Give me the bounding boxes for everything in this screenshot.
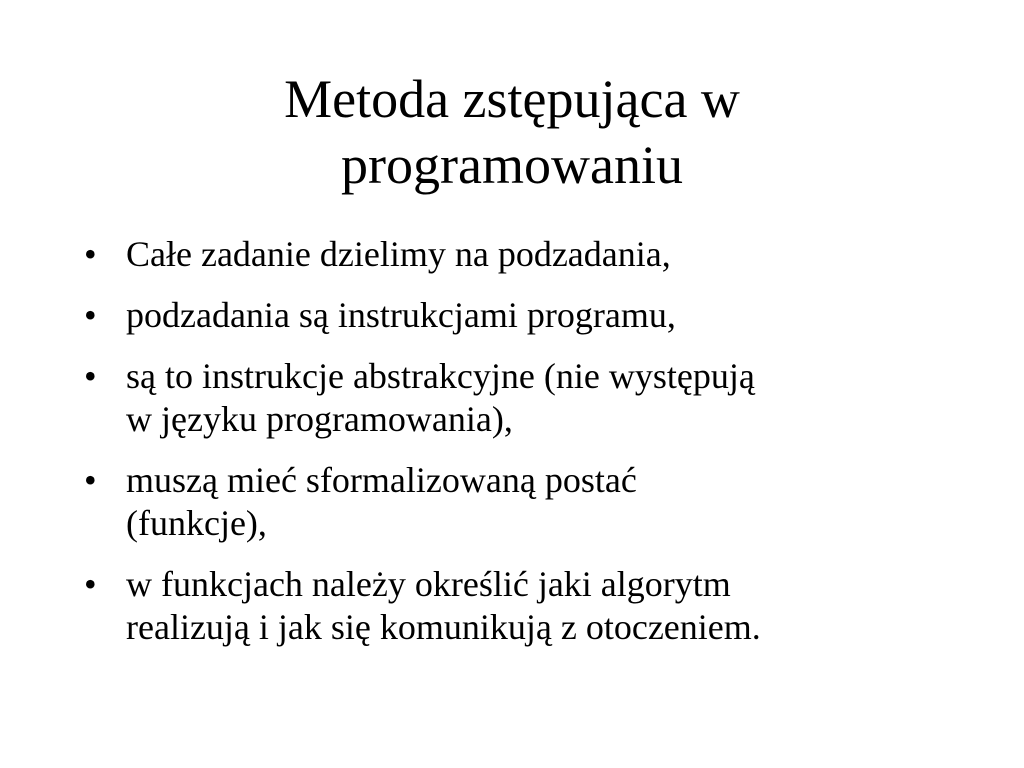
- bullet-item: [84, 355, 964, 441]
- bullet-line: podzadania są instrukcjami programu,: [126, 295, 676, 335]
- bullet-line: Całe zadanie dzielimy na podzadania,: [126, 234, 671, 274]
- bullet-icon: •: [84, 356, 97, 396]
- slide-title-line: programowaniu: [341, 135, 683, 195]
- bullet-item: [84, 233, 964, 276]
- bullet-text: [126, 459, 964, 545]
- bullet-text: [126, 294, 964, 337]
- bullet-list: [84, 233, 964, 667]
- bullet-line: są to instrukcje abstrakcyjne (nie występują: [126, 356, 755, 396]
- bullet-item: [84, 563, 964, 649]
- bullet-icon: •: [84, 295, 97, 335]
- bullet-icon: •: [84, 564, 97, 604]
- bullet-text: [126, 233, 964, 276]
- bullet-line: muszą mieć sformalizowaną postać: [126, 460, 637, 500]
- slide-title: [100, 66, 924, 198]
- bullet-line: w funkcjach należy określić jaki algorytm: [126, 564, 731, 604]
- bullet-line: realizują i jak się komunikują z otoczeniem.: [126, 607, 761, 647]
- bullet-text: [126, 355, 964, 441]
- bullet-item: [84, 459, 964, 545]
- bullet-line: (funkcje),: [126, 503, 267, 543]
- bullet-text: [126, 563, 964, 649]
- bullet-icon: •: [84, 460, 97, 500]
- slide-title-line: Metoda zstępująca w: [284, 69, 740, 129]
- bullet-item: [84, 294, 964, 337]
- bullet-line: w języku programowania),: [126, 399, 513, 439]
- bullet-icon: •: [84, 234, 97, 274]
